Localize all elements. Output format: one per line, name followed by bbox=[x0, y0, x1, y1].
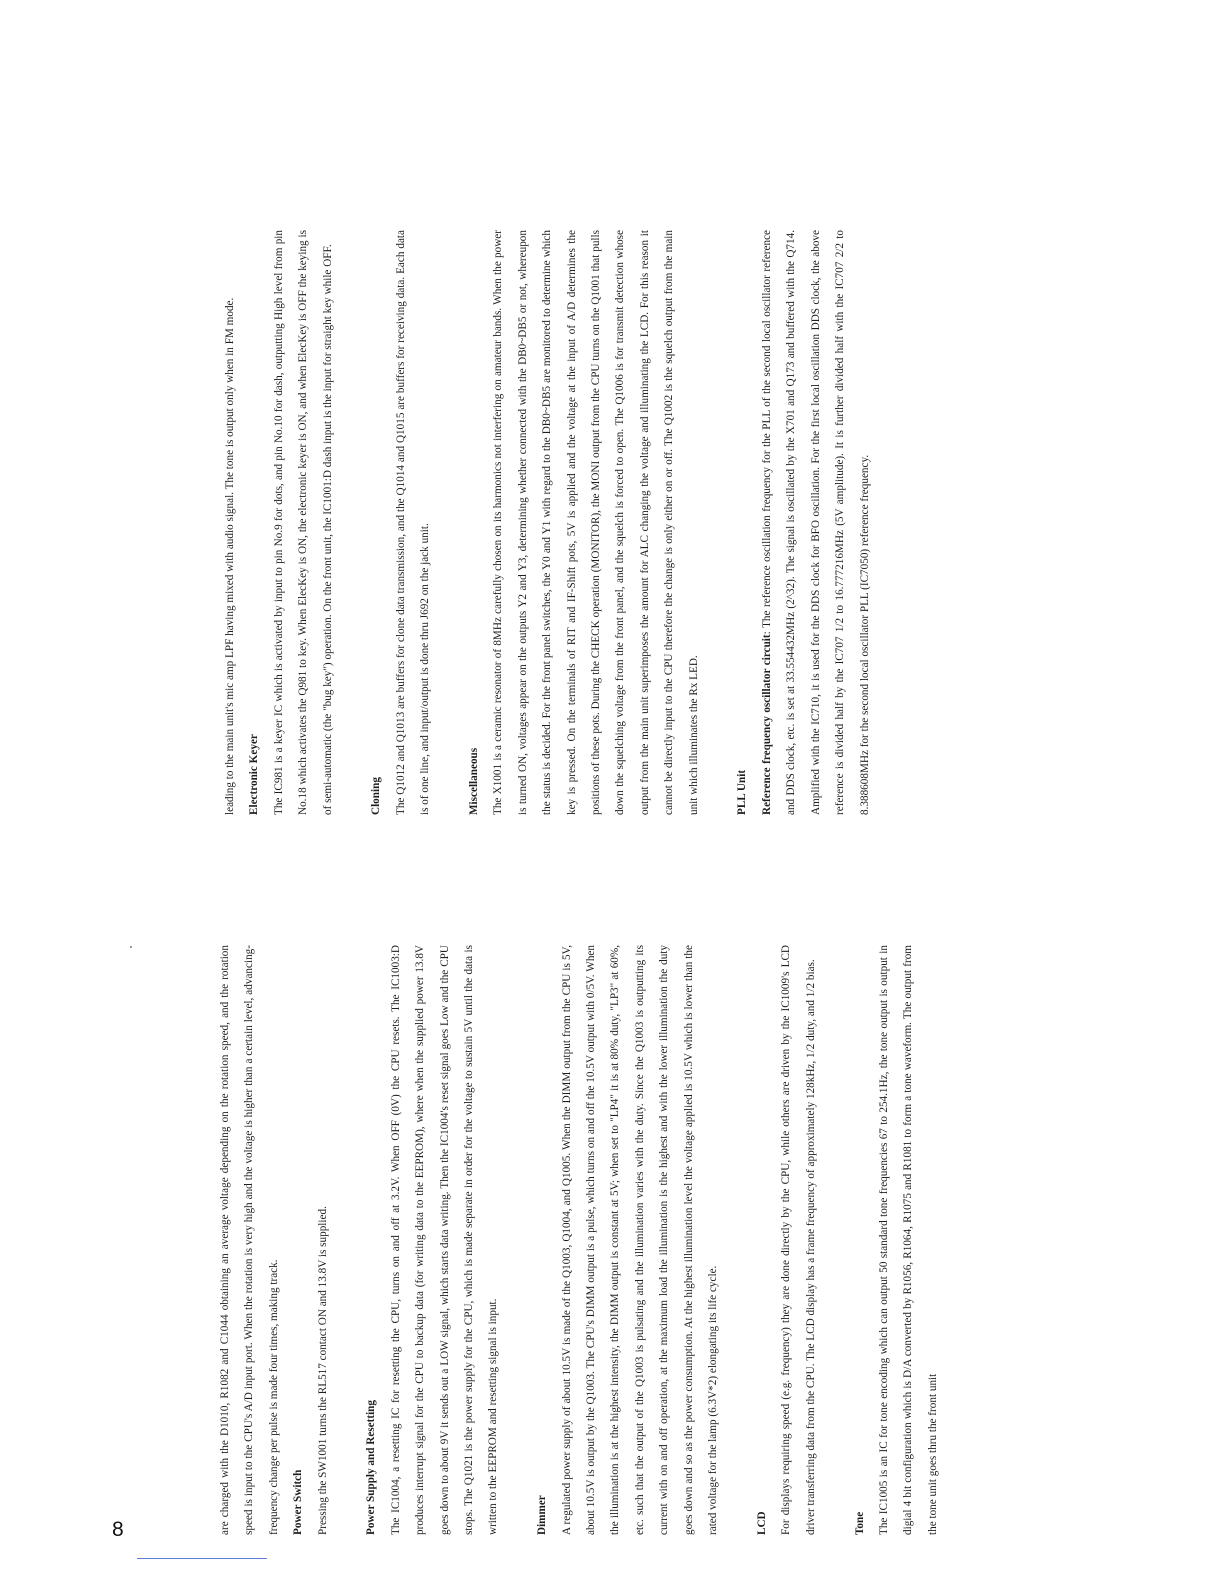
section-cloning bbox=[364, 230, 437, 815]
section-heading: PLL Unit bbox=[736, 769, 749, 815]
section-body bbox=[755, 230, 877, 815]
section-body: The Q1012 and Q1013 are buffers for clone data transmission, and the Q1014 and Q1015 are buffers for receiving data. Each data is of one line, and input/output is done thru J692 on the jack unit. bbox=[394, 230, 432, 815]
text-column-right bbox=[218, 230, 901, 815]
section-body: For displays requiring speed (e.g. frequency) they are done directly by the CPU, while others are driven by the IC1009's LCD driver transferring data from the CPU. The LCD display has a frame frequency of approximately 128kHz, 1/2 duty, and 1/2 bias. bbox=[780, 945, 817, 1535]
section-lcd bbox=[750, 945, 823, 1535]
section-electronic-keyer bbox=[242, 230, 340, 815]
section-heading: Miscellaneous bbox=[468, 747, 481, 815]
run-in-heading: Reference frequency oscillator circuit bbox=[760, 634, 773, 815]
section-body: The IC1004, a resetting IC for resetting the CPU, turns on and off at 3.2V. When OFF (0V) the CPU resets. The IC1003:D produces interrupt signal for the CPU to backup data (for writing data to the EEPROM), where when the supplied power 13.8V goes down to about 9V it sends out a LOW signal, which starts data writing. Then the IC1004's reset signal goes Low and the CPU stops. The Q1021 is the power supply for the CPU, which is made separate in order for the voltage to sustain 5V until the data is written to the EEPROM and resetting signal is input. bbox=[389, 945, 500, 1535]
section-body-text: : The reference oscillation frequency for the PLL of the second local oscillator reference and DDS clock, etc. is set at 33.554432MHz (2^32). The signal is oscillated by the X701 and Q173 and buffered with the Q714. Amplified with the IC710, it is used for the DDS clock for BFO oscillation. For the first local oscillation DDS clock, the above reference is divided half by the IC707 1/2 to 16.777216MHz (5V amplitude). It is further divided half with the IC707 2/2 to 8.388608MHz for the second local oscillator PLL (IC7050) reference frequency. bbox=[760, 230, 871, 815]
text-column-left bbox=[213, 945, 970, 1535]
section-tone bbox=[848, 945, 946, 1535]
section-body: The IC981 is a keyer IC which is activated by input to pin No.9 for dots, and pin No.10 for dash, outputting High level from pin No.18 which activates the Q981 to key. When ElecKey is ON, the electronic keyer is ON, and when ElecKey is OFF the keying is of semi-automatic (the "bug key") operation. On the front unit, the IC1001:D dash input is the input for straight key while OFF. bbox=[272, 230, 334, 815]
section-heading: Tone bbox=[853, 1511, 866, 1535]
footer-rule bbox=[137, 1558, 267, 1559]
section-heading: Power Switch bbox=[292, 1469, 305, 1535]
section-body: A regulated power supply of about 10.5V is made of the Q1003, Q1004, and Q1005. When the DIMM output from the CPU is 5V, about 10.5V is output by the Q1003. The CPU's DIMM output is a pulse, which turns on and off the 10.5V output with 0/5V. When the illumination is at the highest intensity, the DIMM output is constant at 5V; when set to "LP4" it is at 80% duty, "LP3" at 60%, etc. such that the output of the Q1003 is pulsating and the illumination varies with the duty. Since the Q1003 is outputting its current with on and off operation, at the maximum load the illumination is the highest and with the lower illumination the duty goes down and so as the power consumption. At the highest illumination level the voltage applied is 10.5V which is lower than the rated voltage for the lamp (6.3V*2) elongating its life cycle. bbox=[560, 945, 720, 1535]
page-number: 8 bbox=[112, 1518, 124, 1541]
section-heading: Dimmer bbox=[536, 1495, 549, 1535]
section-power-supply bbox=[359, 945, 505, 1535]
section-miscellaneous bbox=[462, 230, 706, 815]
section-heading: Electronic Keyer bbox=[248, 734, 261, 815]
section-heading: Power Supply and Resetting bbox=[365, 1400, 378, 1535]
section-body: The IC1005 is an IC for tone encoding which can output 50 standard tone frequencies 67 to 254.1Hz, the tone output is output in digial 4 bit configuration which is D/A converted by R1056, R1064, R1075 and R1081 to form a tone waveform. The output from the tone unit goes thru the front unit bbox=[877, 945, 939, 1535]
scan-speck bbox=[130, 946, 132, 948]
section-heading: LCD bbox=[755, 1511, 768, 1535]
section-dimmer bbox=[530, 945, 725, 1535]
section-body: The X1001 is a ceramic resonator of 8MHz carefully chosen on its harmonics not interfering on amateur bands. When the power is turned ON, voltages appear on the outputs Y2 and Y3, determining whether connected with the DB0~DB5 or not, whereupon the status is decided. For the front panel switches, the Y0 and Y1 with regard to the DB0~DB5 are monitored to determine which key is pressed. On the terminals of RIT and IF-Shift pots, 5V is applied and the voltage at the input of A/D determines the positions of these pots. During the CHECK operation (MONITOR), the MONI output from the CPU turns on the Q1001 that pulls down the squelching voltage from the front panel, and the squelch is forced to open. The Q1006 is for transmit detection whose output from the main unit superimposes the amount for ALC changing the voltage and illuminating the LCD. For this reason it cannot be directly input to the CPU therefore the change is only either on or off. The Q1002 is the squelch output from the main unit which illuminates the Rx LED. bbox=[492, 230, 700, 815]
continuation-paragraph: leading to the main unit's mic amp LPF having mixed with audio signal. The tone is output only when in FM mode. bbox=[224, 297, 236, 815]
section-pll-unit bbox=[730, 230, 876, 815]
continuation-paragraph: are charged with the D1010, R1082 and C1044 obtaining an average voltage depending on the rotation speed, and the rotation speed is input to the CPU's A/D input port. When the rotation is very high and the voltage is higher than a certain level, advancing-frequency change per pulse is made four times, making track. bbox=[219, 945, 280, 1535]
section-heading: Cloning bbox=[370, 777, 383, 815]
section-power-switch bbox=[286, 945, 335, 1535]
section-body: Pressing the SW1001 turns the RL517 contact ON and 13.8V is supplied. bbox=[316, 1206, 329, 1535]
